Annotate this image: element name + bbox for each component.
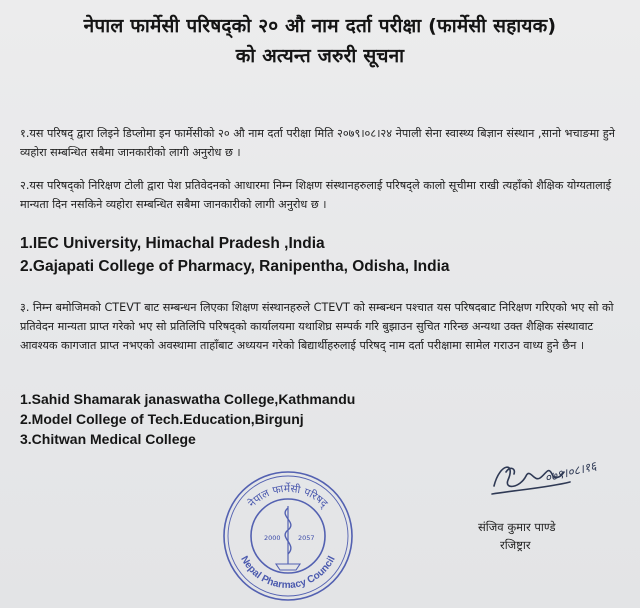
seal-year-right: 2057 <box>298 534 315 542</box>
list-item: 1.IEC University, Himachal Pradesh ,India <box>20 235 325 252</box>
council-seal-icon <box>218 466 358 606</box>
list-item: 3.Chitwan Medical College <box>20 431 196 447</box>
notice-title-line2: को अत्यन्त जरुरी सूचना <box>235 45 405 67</box>
blacklisted-institutions <box>20 232 450 278</box>
signatory-name: संजिव कुमार पाण्डे <box>478 520 556 534</box>
list-item: 2.Gajapati College of Pharmacy, Ranipentha, Odisha, India <box>20 258 450 275</box>
signatory-role: रजिष्ट्रार <box>500 538 531 552</box>
paragraph-ctevt: ३. निम्न बमोजिमको CTEVT बाट सम्बन्धन लिएका शिक्षण संस्थानहरुले CTEVT को सम्बन्धन पश्चात यस परिषदबाट निरिक्षण गरिएको भए सो को प्रतिवेदन मान्यता प्राप्त गरेको भए सो प्रतिलिपि परिषद्को कार्यालयमा यथाशिघ्र सम्पर्क गरि बुझाउन सुचित गरिन्छ अन्यथा उक्त शैक्षिक संस्थावाट आवश्यक कागजात प्राप्त नभएको अवस्थामा ताहाँबाट अध्ययन गरेको बिद्यार्थीहरुलाई परिषद् नाम दर्ता परीक्षामा सामेल गराउन वाध्य हुने छैन । <box>20 301 614 352</box>
seal-text-top: नेपाल फार्मेसी परिषद् <box>246 482 330 510</box>
list-item: 1.Sahid Shamarak janaswatha College,Kathmandu <box>20 391 356 407</box>
signature-date: ०७९।०८।१६ <box>543 458 598 486</box>
seal-text-bottom: Nepal Pharmacy Council <box>238 554 338 592</box>
list-item: 2.Model College of Tech.Education,Birgunj <box>20 411 304 427</box>
paragraph-exam-date: १.यस परिषद् द्वारा लिइने डिप्लोमा इन फार्मेसीको २० औ नाम दर्ता परीक्षा मिति २०७९।०८।२४ नेपाली सेना स्वास्थ्य बिज्ञान संस्थान ,सानो भचाङमा हुने व्यहोरा सम्बन्धित सबैमा जानकारीको लागी अनुरोध छ । <box>20 127 615 159</box>
notice-title-line1: नेपाल फार्मेसी परिषद्को २० औ नाम दर्ता परीक्षा (फार्मेसी सहायक) <box>83 15 557 37</box>
paragraph-blacklist: २.यस परिषद्को निरिक्षण टोली द्वारा पेश प्रतिवेदनको आधारमा निम्न शिक्षण संस्थानहरुलाई परिषद्ले कालो सूचीमा राखी त्यहाँको शैक्षिक योग्यतालाई मान्यता दिन नसकिने व्यहोरा सम्बन्धित सबैमा जानकारीको लागी अनुरोध छ । <box>20 179 612 211</box>
seal-year-left: 2000 <box>264 534 281 542</box>
ctevt-colleges <box>20 389 355 449</box>
